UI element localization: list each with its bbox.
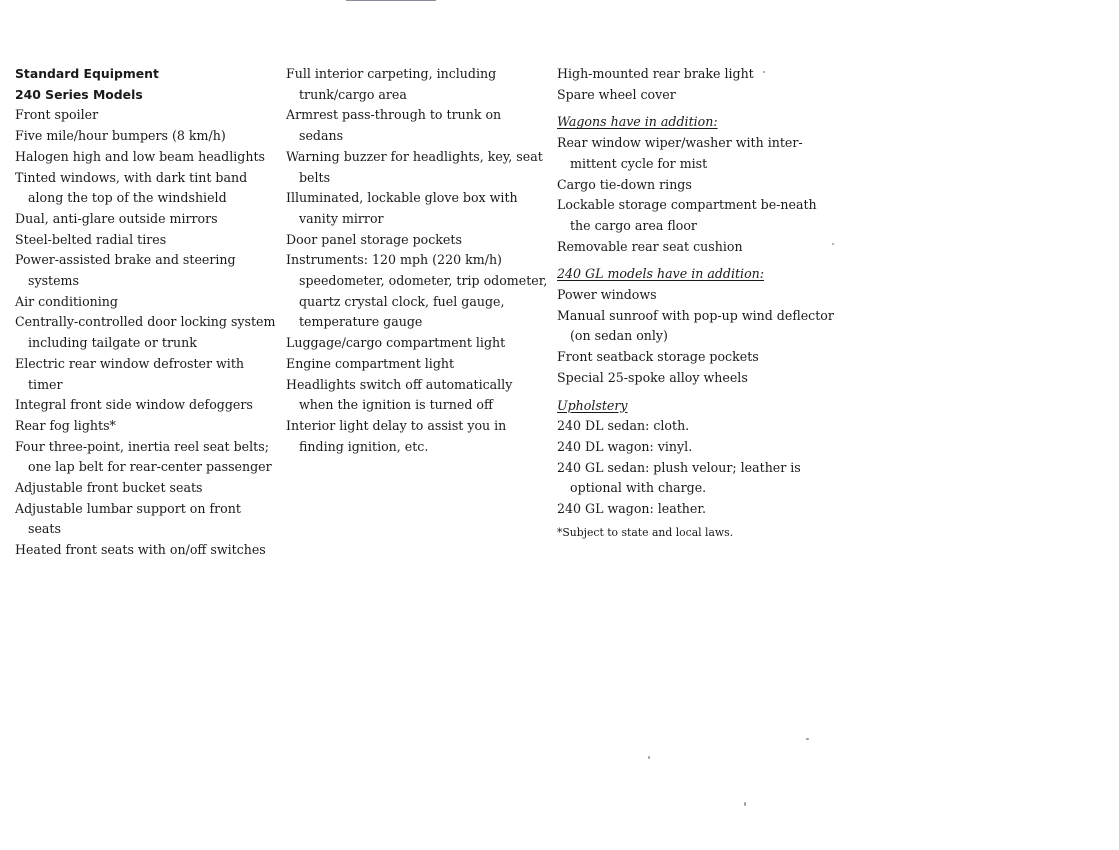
list-item: Air conditioning	[15, 293, 118, 309]
list-item: Lockable storage compartment be-neath the cargo area floor	[557, 197, 817, 233]
list-item: Removable rear seat cushion	[557, 238, 743, 254]
list-item: 240 DL wagon: vinyl.	[557, 438, 693, 454]
list-item: Instruments: 120 mph (220 km/h) speedometer, odometer, trip odometer, quartz crystal clock, fuel gauge, temperature gauge	[286, 252, 548, 330]
list-item: Five mile/hour bumpers (8 km/h)	[15, 128, 226, 144]
list-item: Tinted windows, with dark tint band along the top of the windshield	[15, 169, 248, 206]
list-item: Electric rear window defroster with timer	[15, 355, 244, 392]
list-item: Spare wheel cover	[557, 86, 676, 102]
list-item: Interior light delay to assist you in finding ignition, etc.	[286, 417, 507, 454]
additional-equipment-column	[557, 64, 837, 543]
gl-models-heading: 240 GL models have in addition:	[557, 266, 765, 282]
standard-equipment-column	[15, 64, 277, 561]
list-item: 240 GL wagon: leather.	[557, 501, 707, 517]
list-item: Front seatback storage pockets	[557, 349, 759, 365]
list-item: Heated front seats with on/off switches	[15, 542, 266, 558]
list-item: 240 GL sedan: plush velour; leather is optional with charge.	[557, 459, 801, 496]
interior-equipment-column	[286, 64, 548, 457]
list-item: Front spoiler	[15, 107, 99, 123]
upholstery-heading: Upholstery	[557, 397, 628, 413]
list-item: Adjustable front bucket seats	[15, 480, 203, 496]
list-item: 240 DL sedan: cloth.	[557, 418, 690, 434]
list-item: Luggage/cargo compartment light	[286, 335, 506, 351]
footnote: *Subject to state and local laws.	[557, 525, 734, 539]
wagons-heading: Wagons have in addition:	[557, 114, 718, 130]
list-item: Steel-belted radial tires	[15, 231, 167, 247]
list-item: Integral front side window defoggers	[15, 397, 253, 413]
list-item: Engine compartment light	[286, 355, 455, 371]
scan-speck	[346, 0, 436, 1]
list-item: Rear fog lights*	[15, 417, 116, 433]
list-item: Dual, anti-glare outside mirrors	[15, 210, 218, 226]
scan-speck	[763, 71, 765, 73]
section-heading: Standard Equipment	[15, 66, 159, 81]
list-item: Four three-point, inertia reel seat belts; one lap belt for rear-center passenger	[15, 438, 272, 475]
list-item: Warning buzzer for headlights, key, seat belts	[286, 148, 543, 185]
list-item: Cargo tie-down rings	[557, 176, 692, 192]
list-item: Rear window wiper/washer with inter-mittent cycle for mist	[557, 135, 803, 171]
list-item: High-mounted rear brake light	[557, 66, 754, 81]
series-heading: 240 Series Models	[15, 86, 143, 102]
list-item: Full interior carpeting, including trunk/cargo area	[286, 66, 497, 102]
list-item: Centrally-controlled door locking system including tailgate or trunk	[15, 314, 276, 351]
list-item: Manual sunroof with pop-up wind deflector (on sedan only)	[557, 307, 834, 344]
list-item: Headlights switch off automatically when the ignition is turned off	[286, 376, 513, 413]
list-item: Special 25-spoke alloy wheels	[557, 369, 748, 385]
list-item: Power windows	[557, 287, 657, 303]
scan-speck	[806, 738, 809, 740]
scan-speck	[832, 243, 834, 245]
list-item: Door panel storage pockets	[286, 231, 462, 247]
scan-speck	[744, 802, 746, 806]
list-item: Power-assisted brake and steering systems	[15, 252, 236, 289]
list-item: Halogen high and low beam headlights	[15, 148, 265, 164]
list-item: Illuminated, lockable glove box with vanity mirror	[286, 190, 518, 226]
scan-speck	[648, 756, 650, 759]
list-item: Armrest pass-through to trunk on sedans	[286, 107, 502, 144]
list-item: Adjustable lumbar support on front seats	[15, 500, 241, 537]
